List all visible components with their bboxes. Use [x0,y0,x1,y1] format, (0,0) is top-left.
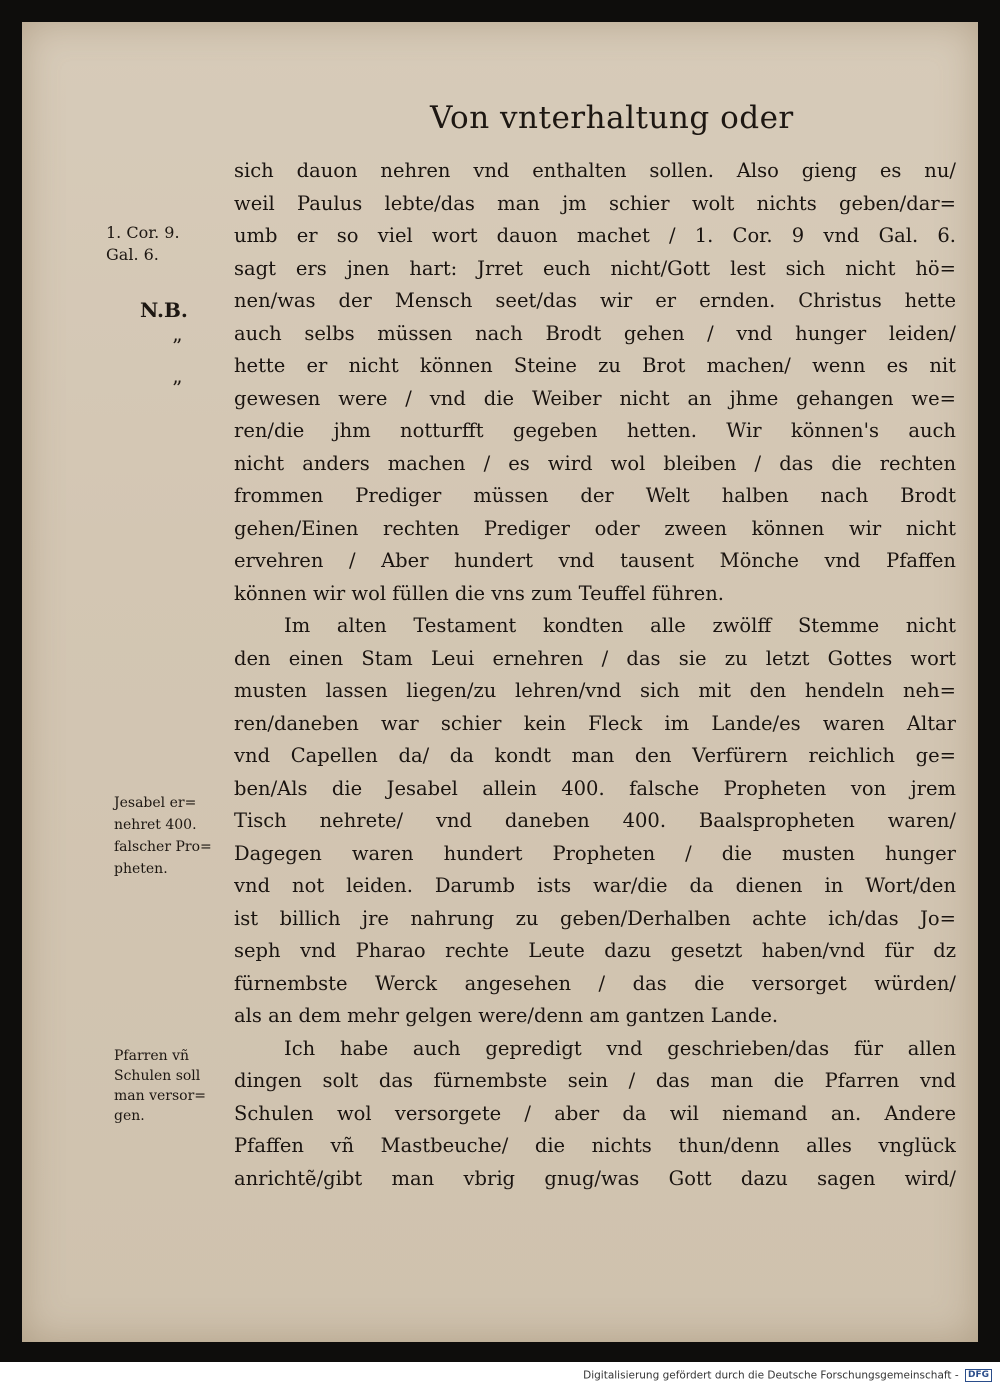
margin-note-jesabel [114,792,212,880]
margin-note-line: nehret 400. [114,817,197,833]
text-line: dingen solt das fürnembste sein / das man die Pfarren vnd [234,1069,956,1092]
margin-note-line: 1. Cor. 9. [106,223,180,242]
body-text [234,155,956,1195]
text-line: Pfaffen vñ Mastbeuche/ die nichts thun/denn alles vnglück [234,1134,956,1157]
margin-note-line: Schulen soll [114,1068,201,1084]
running-head: Von vnterhaltung oder [430,100,794,136]
credit-text: Digitalisierung gefördert durch die Deutsche Forschungsgemeinschaft - [583,1369,959,1382]
text-line: vnd not leiden. Darumb ists war/die da dienen in Wort/den [234,874,956,897]
text-line: gewesen were / vnd die Weiber nicht an jhme gehangen we= [234,386,956,410]
text-line: musten lassen liegen/zu lehren/vnd sich mit den hendeln neh= [234,679,956,702]
dfg-logo: DFG [965,1369,992,1382]
text-line: anrichtẽ/gibt man vbrig gnug/was Gott dazu sagen wird/ [234,1166,956,1190]
text-line: hette er nicht können Steine zu Brot machen/ wenn es nit [234,354,956,377]
text-line: können wir wol füllen die vns zum Teuffel führen. [234,581,724,605]
margin-note-line: pheten. [114,861,168,877]
book-page [22,22,978,1342]
digitization-credit [583,1369,992,1382]
text-line: ervehren / Aber hundert vnd tausent Mönche vnd Pfaffen [234,549,956,572]
margin-note-line: falscher Pro= [114,839,212,855]
text-line: ist billich jre nahrung zu geben/Derhalben achte ich/das Jo= [234,906,956,930]
text-line: ren/daneben war schier kein Fleck im Lande/es waren Altar [234,711,956,735]
margin-note-bible-reference [106,222,180,266]
text-line: Schulen wol versorgete / aber da wil niemand an. Andere [234,1101,956,1125]
text-line: als an dem mehr gelgen were/denn am gantzen Lande. [234,1004,779,1027]
text-line: fürnembste Werck angesehen / das die versorget würden/ [234,971,956,995]
text-line: auch selbs müssen nach Brodt gehen / vnd hunger leiden/ [234,321,956,345]
margin-note-quote-mark: ” [172,334,183,358]
text-line: seph vnd Pharao rechte Leute dazu gesetzt haben/vnd für dz [234,939,956,962]
text-line: Tisch nehrete/ vnd daneben 400. Baalspropheten waren/ [234,809,956,832]
text-line: frommen Prediger müssen der Welt halben nach Brodt [234,484,956,507]
margin-note-nota-bene: N.B. [140,298,188,322]
paragraph-start-line: Ich habe auch gepredigt vnd geschrieben/das für allen [284,1036,956,1060]
text-line: weil Paulus lebte/das man jm schier wolt nichts geben/dar= [234,191,956,215]
text-line: sagt ers jnen hart: Jrret euch nicht/Gott lest sich nicht hö= [234,256,956,280]
text-line: nen/was der Mensch seet/das wir er ernden. Christus hette [234,289,956,312]
text-line: ben/Als die Jesabel allein 400. falsche Propheten von jrem [234,776,956,800]
text-line: gehen/Einen rechten Prediger oder zween können wir nicht [234,516,956,540]
margin-note-line: man versor= [114,1088,207,1104]
text-line: nicht anders machen / es wird wol bleiben / das die rechten [234,451,956,475]
paragraph-start-line: Im alten Testament kondten alle zwölff Stemme nicht [284,614,956,637]
margin-note-line: gen. [114,1108,145,1124]
text-line: den einen Stam Leui ernehren / das sie zu letzt Gottes wort [234,646,956,670]
margin-note-line: Gal. 6. [106,245,159,264]
text-line: umb er so viel wort dauon machet / 1. Cor. 9 vnd Gal. 6. [234,224,956,247]
margin-note-line: Pfarren vñ [114,1048,190,1064]
text-line: vnd Capellen da/ da kondt man den Verfürern reichlich ge= [234,744,956,767]
margin-note-quote-mark: ” [172,376,183,400]
text-line: sich dauon nehren vnd enthalten sollen. Also gieng es nu/ [234,159,956,182]
margin-note-line: Jesabel er= [114,795,197,811]
margin-note-pfarren [114,1046,206,1126]
text-line: ren/die jhm notturfft gegeben hetten. Wir können's auch [234,419,956,442]
text-line: Dagegen waren hundert Propheten / die musten hunger [234,841,956,865]
